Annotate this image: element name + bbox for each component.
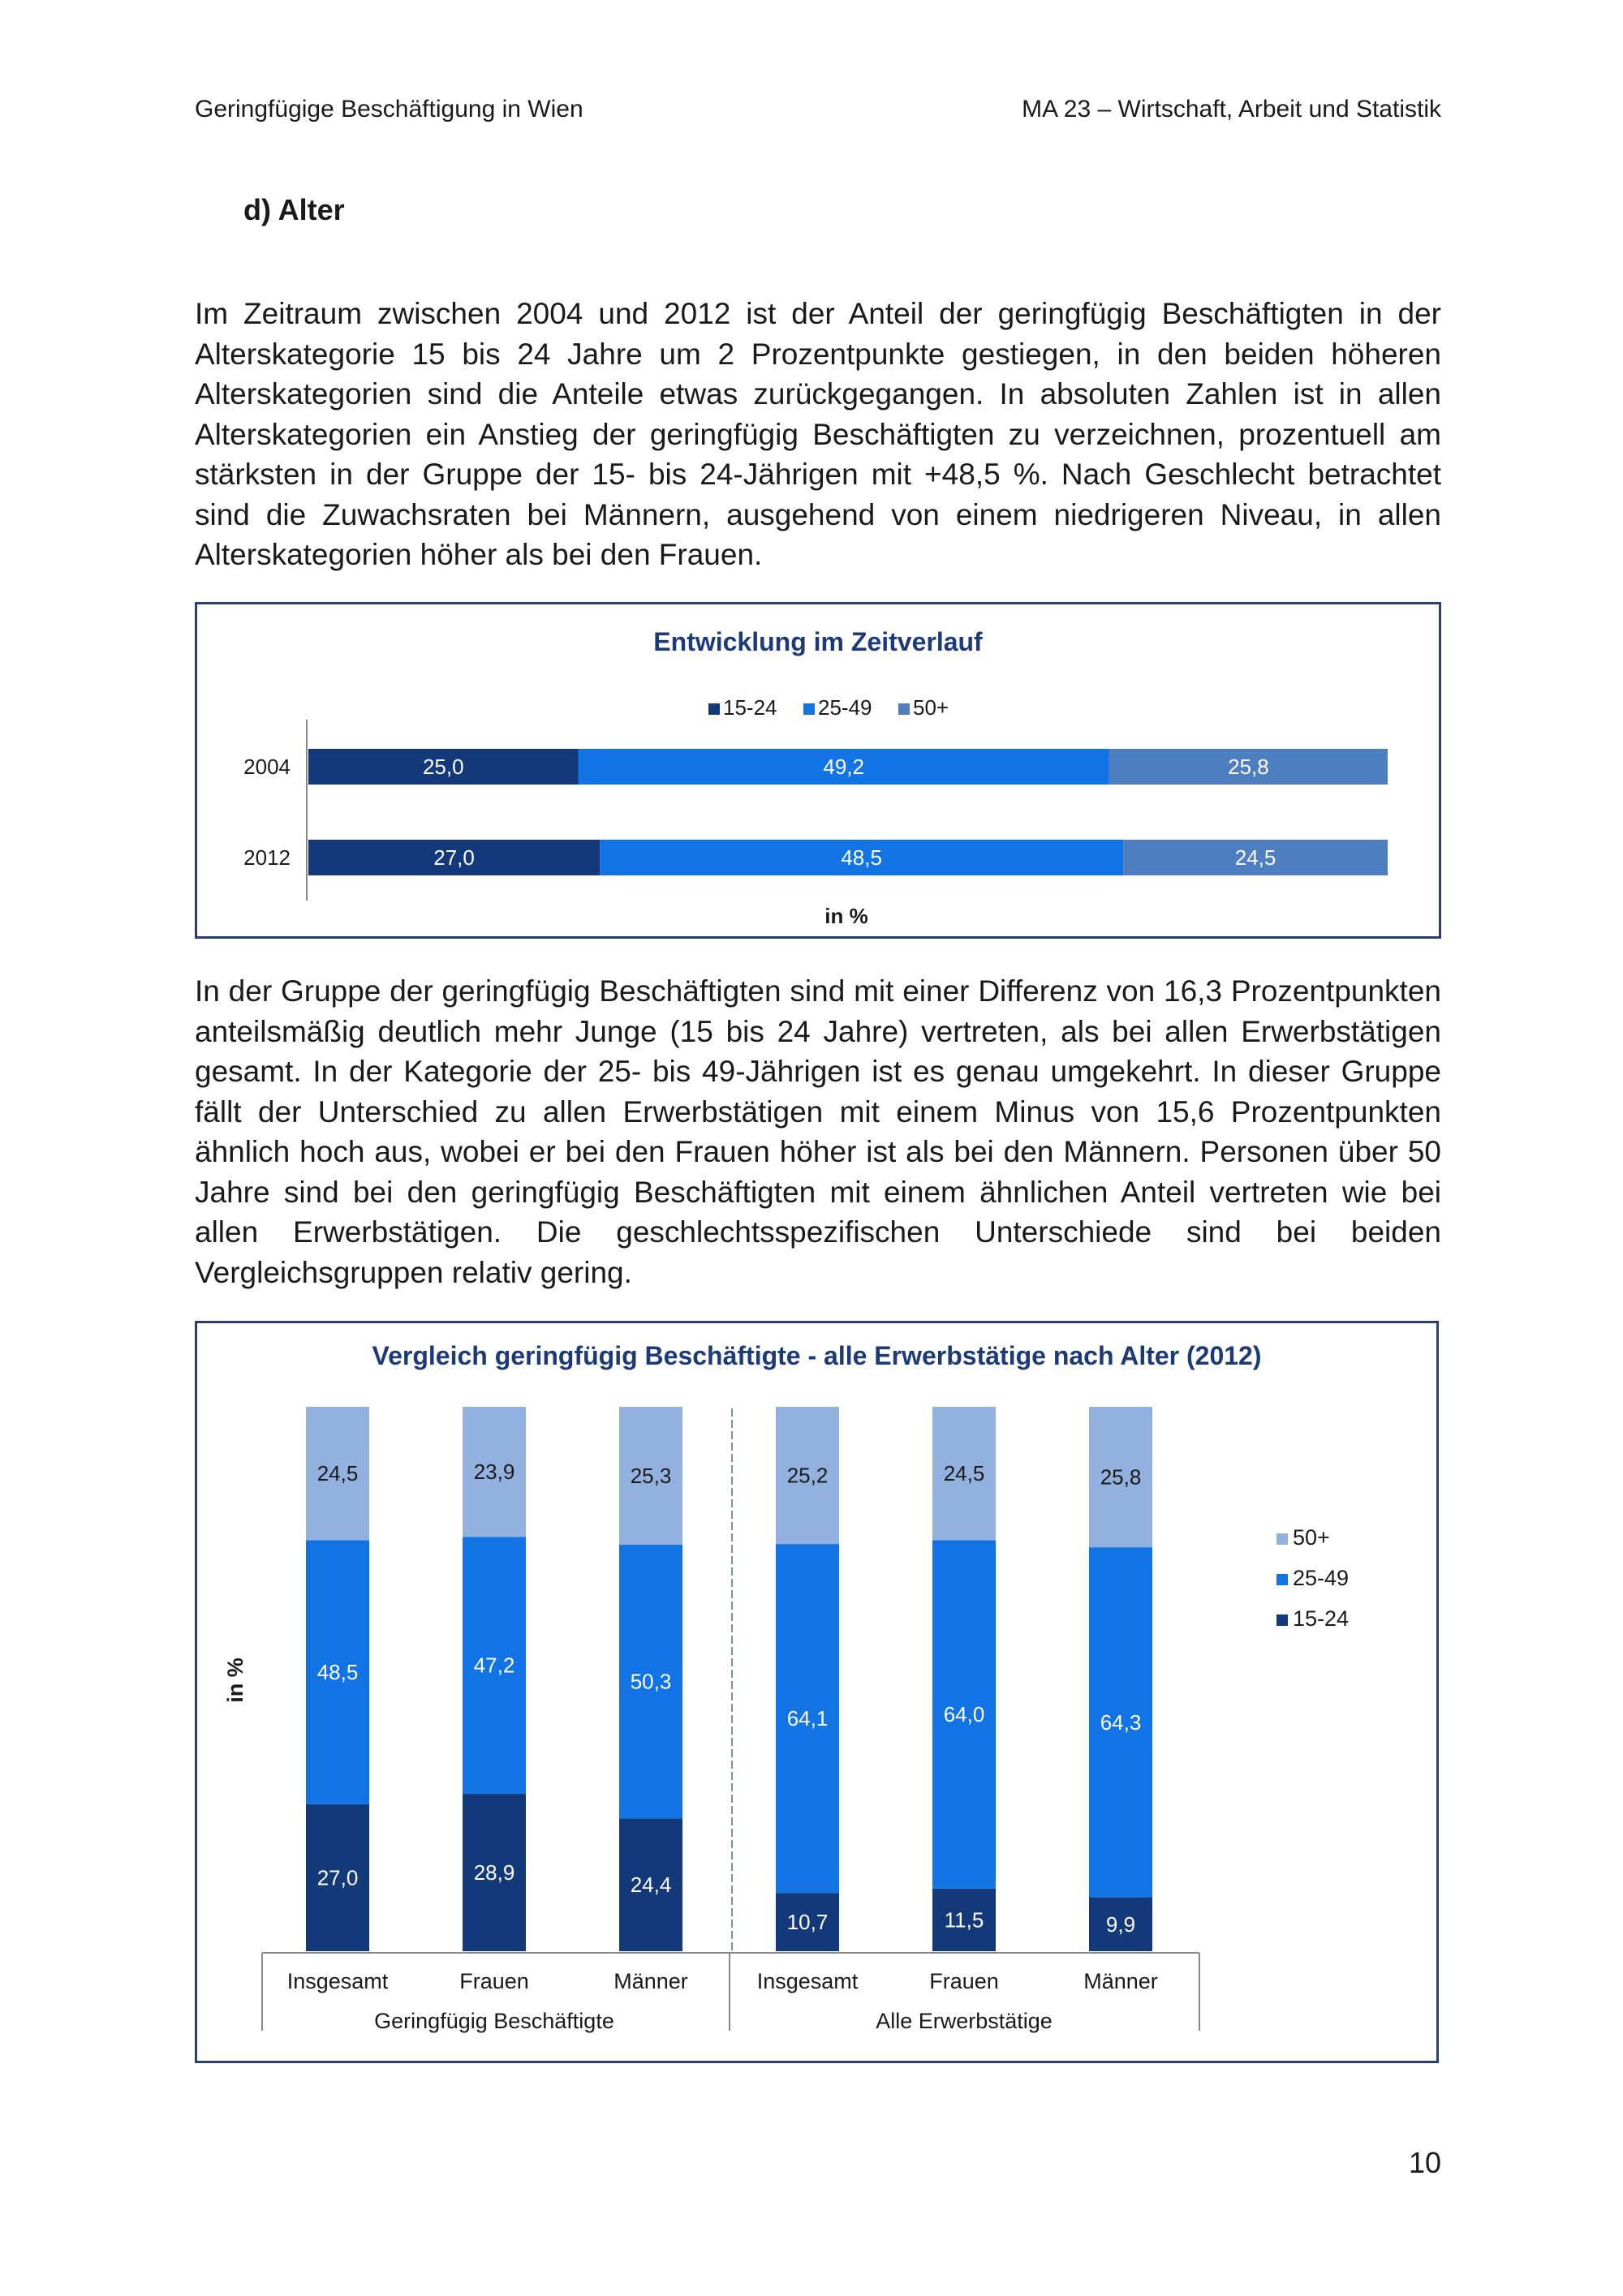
chart1-legend-label-0: 15-24 bbox=[723, 695, 777, 720]
chart2-data-label-3-50+: 25,2 bbox=[786, 1463, 829, 1488]
chart1-data-label-2004-15-24: 25,0 bbox=[422, 755, 464, 779]
chart2-data-label-0-15-24: 27,0 bbox=[316, 1865, 359, 1890]
chart2-legend-swatch-0 bbox=[1276, 1533, 1288, 1545]
chart2-data-label-4-50+: 24,5 bbox=[943, 1461, 985, 1486]
chart2-data-label-3-15-24: 10,7 bbox=[786, 1910, 829, 1935]
chart2-title: Vergleich geringfügig Beschäftigte - alle Erwerbstätige nach Alter (2012) bbox=[372, 1341, 1262, 1370]
chart2-legend-swatch-1 bbox=[1276, 1574, 1288, 1585]
chart1-data-label-2004-25-49: 49,2 bbox=[823, 755, 864, 779]
chart2-y-axis-label: in % bbox=[223, 1658, 248, 1703]
chart2-group-label-0: Geringfügig Beschäftigte bbox=[374, 2009, 614, 2033]
header-left-title: Geringfügige Beschäftigung in Wien bbox=[195, 96, 583, 123]
chart2-data-label-1-15-24: 28,9 bbox=[473, 1860, 515, 1885]
chart2-data-label-4-25-49: 64,0 bbox=[943, 1702, 985, 1727]
chart2-data-label-5-15-24: 9,9 bbox=[1105, 1911, 1136, 1937]
chart2-category-label-0: Insgesamt bbox=[286, 1969, 389, 1993]
chart2-data-label-3-25-49: 64,1 bbox=[786, 1706, 829, 1731]
chart1-data-label-2012-50+: 24,5 bbox=[1234, 845, 1276, 870]
chart2-data-label-2-50+: 25,3 bbox=[630, 1463, 672, 1488]
chart1-category-label-2012: 2012 bbox=[243, 845, 291, 870]
header-right-title: MA 23 – Wirtschaft, Arbeit und Statistik bbox=[1022, 96, 1441, 123]
chart2-legend-label-2: 15-24 bbox=[1293, 1606, 1350, 1631]
chart1-legend-swatch-1 bbox=[803, 703, 815, 715]
chart2-legend-swatch-2 bbox=[1276, 1615, 1288, 1626]
chart2-svg bbox=[197, 1323, 1436, 2061]
chart2-legend-label-1: 25-49 bbox=[1293, 1566, 1350, 1590]
page-number: 10 bbox=[1408, 2146, 1441, 2179]
chart2-category-label-3: Insgesamt bbox=[756, 1969, 859, 1993]
chart2-data-label-0-50+: 24,5 bbox=[316, 1461, 359, 1486]
section-title: d) Alter bbox=[243, 193, 345, 226]
chart1-x-axis-label: in % bbox=[824, 904, 868, 928]
paragraph-2: In der Gruppe der geringfügig Beschäftigten sind mit einer Differenz von 16,3 Prozentpunkten anteilsmäßig deutlich mehr Junge (15 bis 24 Jahre) vertreten, als bei allen Erwerbstätigen gesamt. In der Kategorie der 25- bis 49-Jährigen ist es genau umgekehrt. In dieser Gruppe fällt der Unterschied zu allen Erwerbstätigen mit einem Minus von 15,6 Prozentpunkten ähnlich hoch aus, wobei er bei den Frauen höher ist als bei den Männern. Personen über 50 Jahre sind bei den geringfügig Beschäftigten mit einem ähnlichen Anteil vertreten wie bei allen Erwerbstätigen. Die geschlechtsspezifischen Unterschiede sind bei beiden Vergleichsgruppen relativ gering. bbox=[195, 974, 1441, 1289]
chart1-legend-label-1: 25-49 bbox=[818, 695, 872, 720]
chart2-group-label-1: Alle Erwerbstätige bbox=[876, 2009, 1053, 2033]
chart2-category-label-5: Männer bbox=[1083, 1969, 1158, 1993]
chart-vergleich bbox=[195, 1321, 1439, 2063]
chart1-legend-swatch-0 bbox=[708, 703, 720, 715]
chart1-data-label-2012-25-49: 48,5 bbox=[841, 845, 882, 870]
chart1-data-label-2012-15-24: 27,0 bbox=[433, 845, 475, 870]
chart2-data-label-1-50+: 23,9 bbox=[473, 1460, 515, 1485]
chart1-legend-swatch-2 bbox=[898, 703, 910, 715]
chart2-data-label-2-25-49: 50,3 bbox=[630, 1669, 672, 1694]
chart-entwicklung bbox=[195, 602, 1441, 939]
chart1-legend-label-2: 50+ bbox=[913, 695, 949, 720]
chart1-data-label-2004-50+: 25,8 bbox=[1228, 755, 1269, 779]
chart1-title: Entwicklung im Zeitverlauf bbox=[653, 627, 983, 656]
chart2-category-label-2: Männer bbox=[613, 1969, 688, 1993]
chart2-data-label-4-15-24: 11,5 bbox=[944, 1907, 984, 1933]
chart1-category-label-2004: 2004 bbox=[243, 755, 291, 779]
chart1-svg bbox=[197, 604, 1439, 936]
chart2-data-label-1-25-49: 47,2 bbox=[473, 1653, 515, 1678]
chart2-data-label-2-15-24: 24,4 bbox=[630, 1872, 672, 1898]
paragraph-1: Im Zeitraum zwischen 2004 und 2012 ist der Anteil der geringfügig Beschäftigten in der Alterskategorie 15 bis 24 Jahre um 2 Prozentpunkte gestiegen, in den beiden höheren Alterskategorien sind die Anteile etwas zurückgegangen. In absoluten Zahlen ist in allen Alterskategorien ein Anstieg der geringfügig Beschäftigten zu verzeichnen, prozentuell am stärksten in der Gruppe der 15- bis 24-Jährigen mit +48,5 %. Nach Geschlecht betrachtet sind die Zuwachsraten bei Männern, ausgehend von einem niedrigeren Niveau, in allen Alterskategorien höher als bei den Frauen. bbox=[195, 297, 1441, 571]
chart2-legend-label-0: 50+ bbox=[1293, 1525, 1330, 1550]
chart2-data-label-0-25-49: 48,5 bbox=[316, 1660, 359, 1685]
chart2-category-label-1: Frauen bbox=[459, 1969, 529, 1993]
chart2-data-label-5-50+: 25,8 bbox=[1100, 1464, 1142, 1490]
chart2-data-label-5-25-49: 64,3 bbox=[1100, 1709, 1142, 1735]
chart2-category-label-4: Frauen bbox=[929, 1969, 999, 1993]
